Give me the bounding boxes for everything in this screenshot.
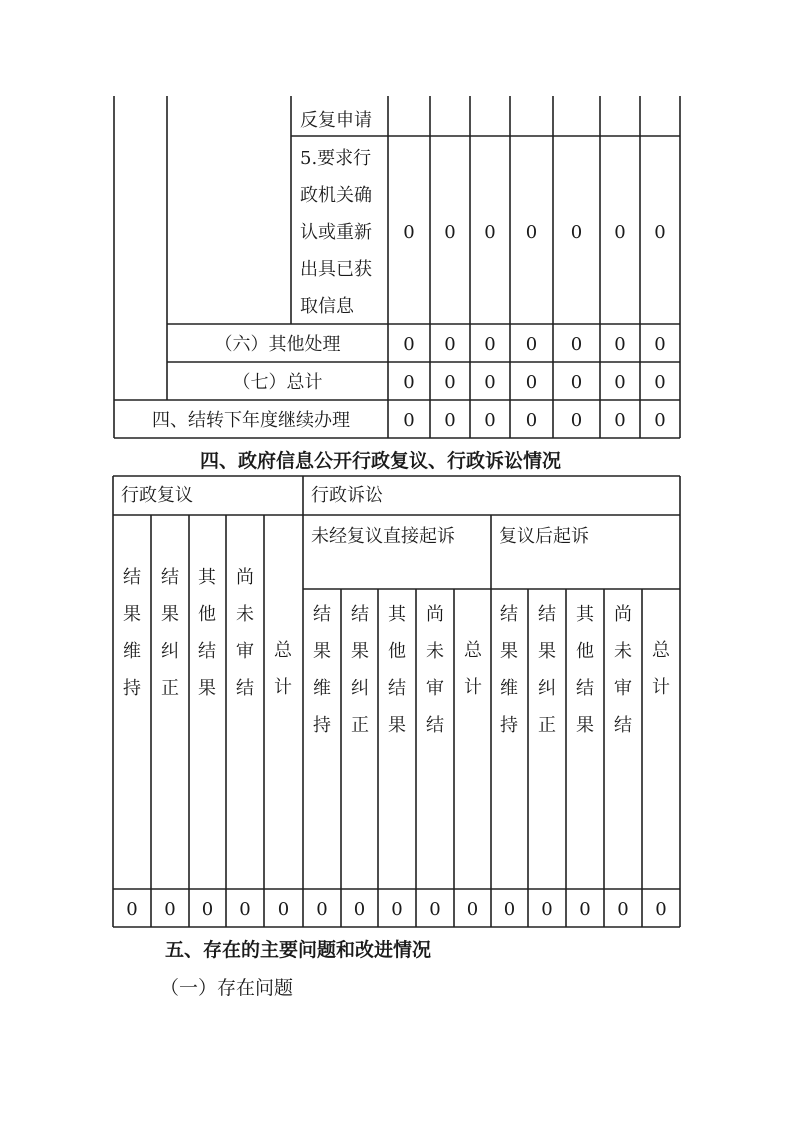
table-cell: 0 <box>654 410 666 431</box>
table-cell: 0 <box>466 899 479 920</box>
row-total-label: （七）总计 <box>232 372 323 393</box>
col-header-after-uphold: 结果维持 <box>500 604 518 736</box>
table-cell: 0 <box>570 410 583 431</box>
table-cell: 0 <box>541 899 553 920</box>
table-cell: 0 <box>403 222 415 243</box>
table-cell: 0 <box>403 372 415 393</box>
table-cell: 0 <box>353 899 366 920</box>
col-header-after-correct: 结果纠正 <box>538 604 556 736</box>
col-header-direct-total: 总计 <box>464 640 482 698</box>
table-cell: 0 <box>525 372 538 393</box>
table-cell: 0 <box>484 372 496 393</box>
table-cell: 0 <box>525 410 538 431</box>
table-cell: 0 <box>503 899 516 920</box>
table-cell: 0 <box>444 222 456 243</box>
col-header-after-pending: 尚未审结 <box>614 604 632 736</box>
table-cell: 0 <box>525 334 538 355</box>
col-header-review-correct: 结果纠正 <box>161 567 179 699</box>
section-4-title: 四、政府信息公开行政复议、行政诉讼情况 <box>200 450 562 472</box>
table-cell: 0 <box>444 372 456 393</box>
table-cell: 0 <box>277 899 290 920</box>
table-cell: 0 <box>617 899 629 920</box>
row-other-label: （六）其他处理 <box>214 334 341 355</box>
table-cell: 0 <box>484 222 496 243</box>
table-cell: 0 <box>444 334 456 355</box>
table-cell: 0 <box>391 899 403 920</box>
col-header-review-pending: 尚未审结 <box>236 567 254 699</box>
table-cell: 0 <box>316 899 328 920</box>
section-5-sub-1: （一）存在问题 <box>160 977 294 999</box>
table-cell: 0 <box>570 222 583 243</box>
row-carry-label: 四、结转下年度继续办理 <box>152 410 350 431</box>
table-cell: 0 <box>654 334 666 355</box>
table-cell: 0 <box>403 410 415 431</box>
table-cell: 0 <box>655 899 667 920</box>
table-cell: 0 <box>403 334 415 355</box>
col-header-review-total: 总计 <box>274 640 292 698</box>
header-direct: 未经复议直接起诉 <box>311 526 455 547</box>
table-cell: 0 <box>444 410 456 431</box>
col-header-review-uphold: 结果维持 <box>123 567 141 699</box>
header-litigation: 行政诉讼 <box>311 485 383 506</box>
table-cell: 0 <box>201 899 214 920</box>
col-header-review-other: 其他结果 <box>198 567 216 699</box>
col-header-after-total: 总计 <box>652 640 670 698</box>
col-header-direct-correct: 结果纠正 <box>351 604 369 736</box>
col-header-after-other: 其他结果 <box>576 604 594 736</box>
table-cell: 0 <box>164 899 176 920</box>
table-cell: 0 <box>614 222 626 243</box>
table-cell: 0 <box>654 372 666 393</box>
row-reapply-label: 反复申请 <box>300 110 372 131</box>
table-cell: 0 <box>614 372 626 393</box>
col-header-direct-uphold: 结果维持 <box>313 604 331 736</box>
col-header-direct-other: 其他结果 <box>388 604 406 736</box>
table-cell: 0 <box>654 222 666 243</box>
section-5-title: 五、存在的主要问题和改进情况 <box>165 939 432 961</box>
table-cell: 0 <box>570 372 583 393</box>
table-cell: 0 <box>614 334 626 355</box>
table-cell: 0 <box>579 899 591 920</box>
table-cell: 0 <box>239 899 251 920</box>
header-review: 行政复议 <box>121 485 193 506</box>
table-cell: 0 <box>429 899 441 920</box>
table-cell: 0 <box>570 334 583 355</box>
table-cell: 0 <box>484 410 496 431</box>
table-cell: 0 <box>614 410 626 431</box>
table-cell: 0 <box>525 222 538 243</box>
table-cell: 0 <box>126 899 138 920</box>
row-confirm-label: 5.要求行 政机关确 认或重新 出具已获 取信息 <box>300 148 372 317</box>
table-cell: 0 <box>484 334 496 355</box>
col-header-direct-pending: 尚未审结 <box>426 604 444 736</box>
header-after: 复议后起诉 <box>499 526 589 547</box>
